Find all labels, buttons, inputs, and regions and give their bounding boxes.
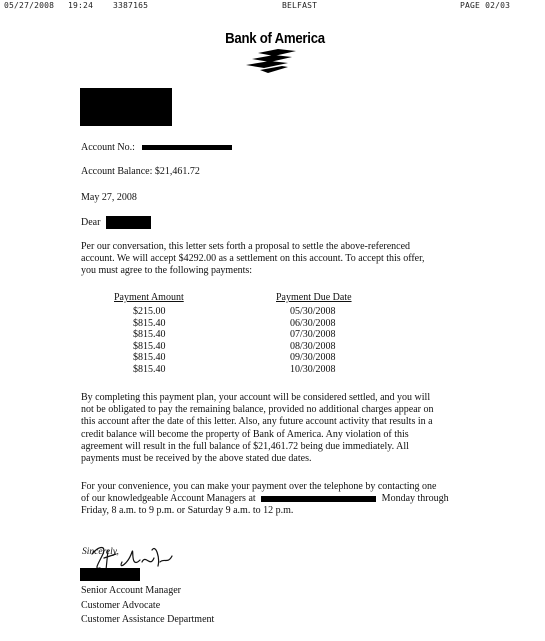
fax-number: 3387165 [113,1,149,10]
account-balance: Account Balance: $21,461.72 [81,166,200,177]
flag-icon [244,49,298,73]
payment-amount-header: Payment Amount [114,292,184,303]
redacted-phone-number [261,496,376,502]
payment-due-date: 05/30/2008 [290,306,336,317]
account-number-label: Account No.: [81,142,135,153]
fax-page-number: PAGE 02/03 [460,1,511,10]
intro-line: account. We will accept $4292.00 as a settlement on this account. To accept this offer, [81,253,425,265]
logo-wordmark: Bank of America [225,30,325,47]
fax-time: 19:24 [68,1,94,10]
settlement-paragraph [81,392,471,465]
contact-line-before-phone: of our knowledgeable Account Managers at [81,493,256,505]
letter-date: May 27, 2008 [81,192,137,203]
signer-title: Customer Advocate [81,599,161,611]
contact-line-after-phone: Monday through [381,493,449,505]
fax-header [0,1,545,13]
settlement-line: payments must be received by the above stated due dates. [81,453,312,465]
redacted-address-block [80,88,172,126]
payment-amount: $815.40 [133,340,166,352]
payment-amount: $815.40 [133,363,166,375]
settlement-line: not be obligated to pay the remaining balance, provided no additional charges appear on [81,404,434,416]
bank-logo [215,30,335,80]
contact-paragraph [81,481,471,518]
payment-amount-column [133,306,166,375]
settlement-line: this account after the date of this letter. Also, any future account activity that results in a [81,416,433,428]
payment-amount: $815.40 [133,329,166,340]
settlement-line: By completing this payment plan, your account will be considered settled, and you will [81,392,431,403]
payment-due-date-header: Payment Due Date [276,292,352,303]
fax-date: 05/27/2008 [4,1,55,10]
closing: Sincerely, [82,547,119,557]
signer-title: Customer Assistance Department [81,614,215,625]
salutation: Dear [81,217,101,228]
intro-paragraph [81,241,471,278]
signer-title: Senior Account Manager [81,585,181,596]
contact-line [81,493,471,505]
payment-due-date: 06/30/2008 [290,317,336,329]
redacted-recipient-name [106,216,151,229]
signer-titles [81,584,471,628]
redacted-signer-name [80,568,140,581]
payment-amount: $815.40 [133,317,166,329]
payment-amount: $215.00 [133,306,166,317]
payment-due-date: 08/30/2008 [290,340,336,352]
fax-location: BELFAST [282,1,318,10]
payment-due-date: 09/30/2008 [290,352,336,363]
settlement-line: credit balance will become the property of Bank of America. Any violation of this [81,428,409,440]
payment-amount: $815.40 [133,352,166,363]
redacted-account-number [142,145,232,150]
payment-due-date: 10/30/2008 [290,363,336,375]
contact-line: Friday, 8 a.m. to 9 p.m. or Saturday 9 a.m. to 12 p.m. [81,505,294,517]
payment-due-date: 07/30/2008 [290,329,336,340]
settlement-line: agreement will result in the full balance of $21,461.72 being due immediately. All [81,440,409,452]
account-number-line [81,141,135,154]
intro-line: you must agree to the following payments: [81,265,253,277]
intro-line: Per our conversation, this letter sets forth a proposal to settle the above-referenced [81,241,411,252]
contact-line: For your convenience, you can make your payment over the telephone by contacting one [81,481,437,492]
payment-due-date-column [290,306,336,375]
